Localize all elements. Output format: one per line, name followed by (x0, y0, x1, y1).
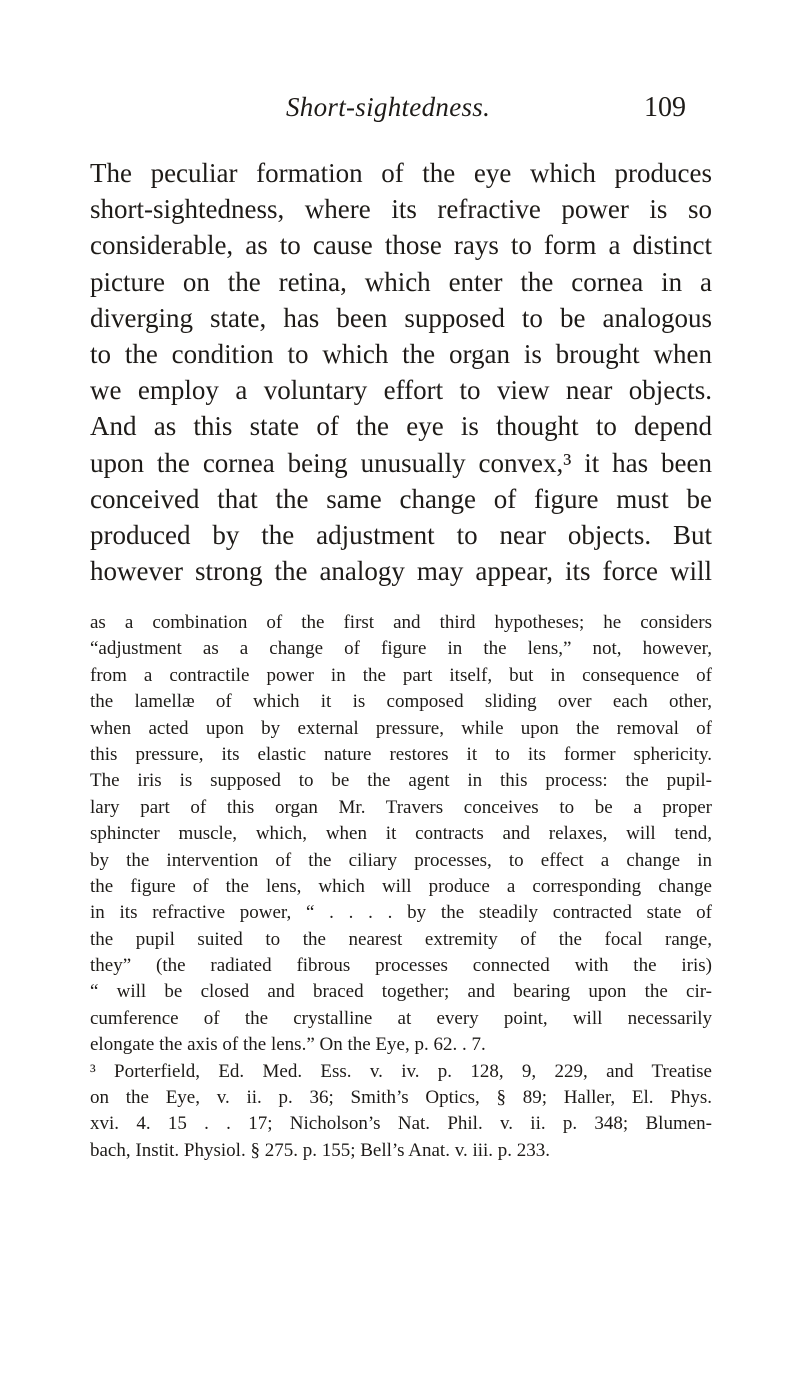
footnote-line: bach, Instit. Physiol. § 275. p. 155; Bell’s Anat. v. iii. p. 233. (90, 1139, 551, 1161)
footnote-line: “ will be closed and braced together; and bearing upon the cir- (90, 981, 712, 1003)
page-number: 109 (644, 92, 686, 123)
main-text-line: produced by the adjustment to near objects. But (90, 519, 712, 550)
main-text-line: conceived that the same change of figure must be (90, 483, 712, 514)
footnote-line: by the intervention of the ciliary processes, to effect a change in (90, 849, 712, 871)
running-head (0, 92, 800, 132)
main-text-line: to the condition to which the organ is brought when (90, 338, 712, 369)
main-text-line: short-sightedness, where its refractive power is so (90, 194, 712, 225)
footnote-line: this pressure, its elastic nature restores it to its former sphericity. (90, 743, 712, 765)
footnote-line: cumference of the crystalline at every point, will necessarily (90, 1007, 712, 1029)
main-text-line: however strong the analogy may appear, its force will (90, 556, 712, 587)
footnote-line: from a contractile power in the part itself, but in consequence of (90, 664, 712, 686)
main-text-line: picture on the retina, which enter the cornea in a (90, 266, 712, 297)
footnote-line: sphincter muscle, which, when it contracts and relaxes, will tend, (90, 823, 712, 845)
running-title: Short-sightedness. (286, 92, 491, 122)
footnotes-block (90, 610, 712, 1164)
main-text-line: we employ a voluntary effort to view near objects. (90, 375, 712, 406)
footnote-line: the figure of the lens, which will produce a corresponding change (90, 875, 712, 897)
footnote-line: elongate the axis of the lens.” On the Eye, p. 62. . 7. (90, 1034, 486, 1056)
footnote-line: ³ Porterfield, Ed. Med. Ess. v. iv. p. 128, 9, 229, and Treatise (90, 1060, 712, 1082)
footnote-line: lary part of this organ Mr. Travers conceives to be a proper (90, 796, 712, 818)
main-text-line: And as this state of the eye is thought to depend (90, 411, 712, 442)
main-text-line: diverging state, has been supposed to be analogous (90, 302, 712, 333)
footnote-line: “adjustment as a change of figure in the lens,” not, however, (90, 638, 712, 660)
footnote-line: xvi. 4. 15 . . 17; Nicholson’s Nat. Phil. v. ii. p. 348; Blumen- (90, 1113, 712, 1135)
footnote-line: The iris is supposed to be the agent in this process: the pupil- (90, 770, 712, 792)
footnote-line: the lamellæ of which it is composed sliding over each other, (90, 691, 712, 713)
footnote-line: the pupil suited to the nearest extremity of the focal range, (90, 928, 712, 950)
main-text-line: considerable, as to cause those rays to form a distinct (90, 230, 712, 261)
footnote-line: as a combination of the first and third hypotheses; he considers (90, 612, 712, 633)
footnote-line: on the Eye, v. ii. p. 36; Smith’s Optics, § 89; Haller, El. Phys. (90, 1087, 712, 1109)
main-text-line: upon the cornea being unusually convex,³ it has been (90, 447, 712, 478)
footnote-line: when acted upon by external pressure, while upon the removal of (90, 717, 712, 739)
footnote-line: in its refractive power, “ . . . . by the steadily contracted state of (90, 902, 712, 924)
footnote-line: they” (the radiated fibrous processes connected with the iris) (90, 955, 712, 977)
main-text-line: The peculiar formation of the eye which produces (90, 158, 712, 188)
main-text-block (90, 155, 712, 589)
